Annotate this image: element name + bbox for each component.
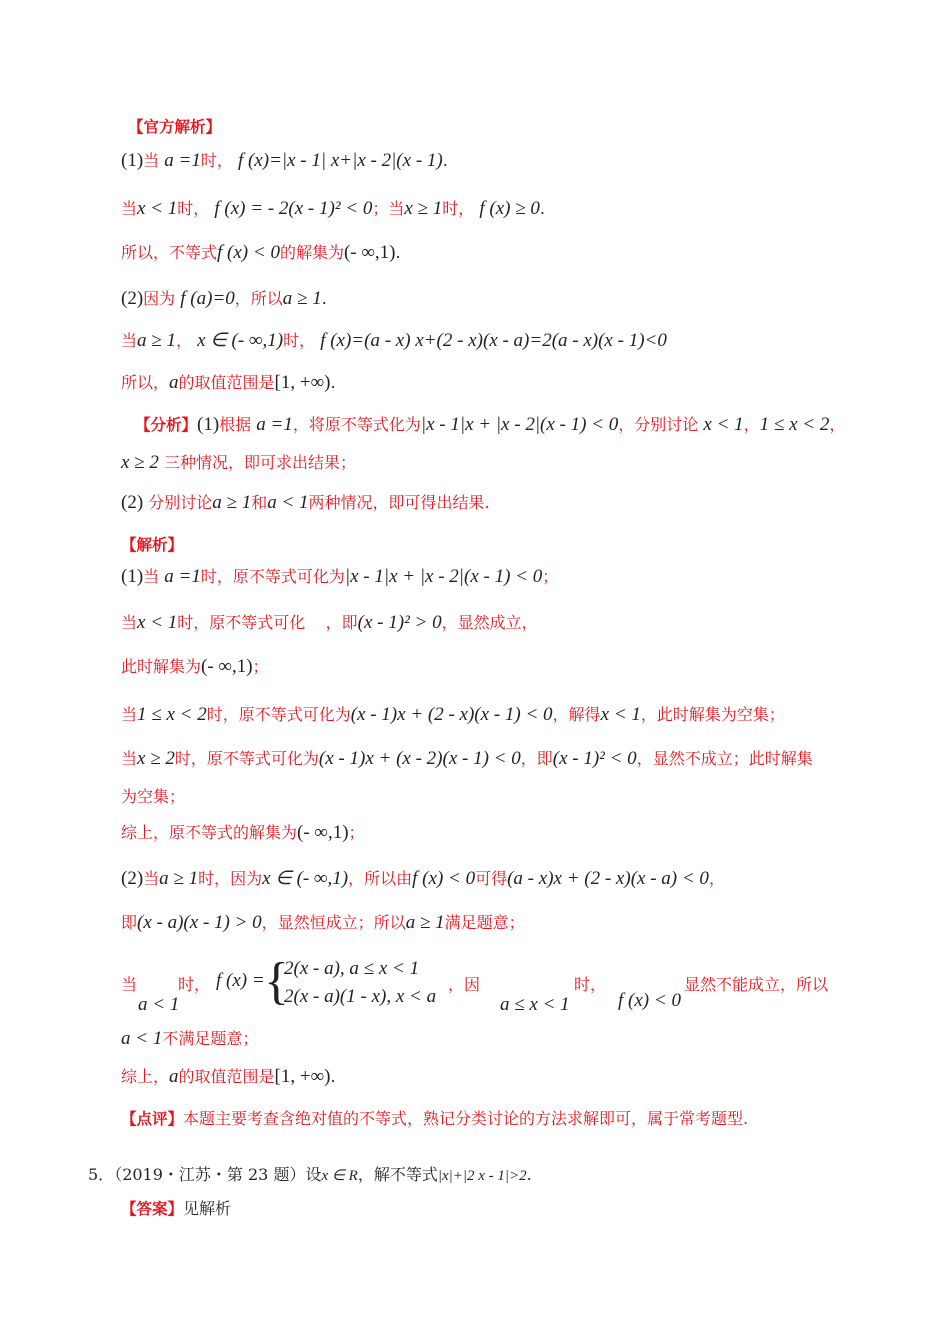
solution-line-10-cond: a < 1 — [138, 994, 180, 1015]
solution-line-9: 即(x - a)(x - 1) > 0，显然恒成立；所以a ≥ 1满足题意； — [121, 912, 525, 933]
solution-line-10-yin: ，因 — [448, 975, 481, 994]
solution-heading: 【解析】 — [121, 536, 184, 554]
analysis-heading: 【分析】 — [135, 416, 198, 434]
solution-line-10-range: a ≤ x < 1 — [500, 994, 570, 1015]
official-line-6: 所以，a的取值范围是[1, +∞). — [121, 372, 336, 393]
solution-line-10-when: 当 — [121, 975, 138, 994]
solution-line-12: 综上，a的取值范围是[1, +∞). — [121, 1066, 336, 1087]
official-heading: 【官方解析】 — [128, 118, 222, 136]
comment-heading: 【点评】 — [121, 1110, 184, 1128]
solution-line-11: a < 1不满足题意； — [121, 1028, 259, 1049]
solution-line-1: (1)当 a =1时，原不等式可化为|x - 1|x + |x - 2|(x - 1) < 0； — [121, 566, 559, 587]
question-5: 5．（2019・江苏・第 23 题）设x ∈ R，解不等式|x|+|2 x - 1|>2. — [88, 1165, 532, 1184]
solution-line-6: 为空集； — [121, 787, 186, 806]
solution-line-5: 当x ≥ 2时，原不等式可化为(x - 1)x + (x - 2)(x - 1) < 0，即(x - 1)² < 0，显然不成立；此时解集 — [121, 748, 813, 769]
solution-line-10-fx: f (x) = — [216, 970, 265, 991]
official-line-5: 当a ≥ 1， x ∈ (- ∞,1)时， f (x)=(a - x) x+(2 - x)(x - a)=2(a - x)(x - 1)<0 — [121, 330, 667, 351]
solution-line-10-fxlt0: f (x) < 0 — [618, 990, 681, 1011]
solution-line-3: 此时解集为(- ∞,1)； — [121, 656, 269, 677]
solution-line-10-shi: 时， — [178, 975, 211, 994]
solution-line-10-tail: 显然不能成立，所以 — [684, 975, 829, 994]
comment-line: 【点评】本题主要考查含绝对值的不等式，熟记分类讨论的方法求解即可，属于常考题型. — [121, 1109, 749, 1128]
solution-line-4: 当1 ≤ x < 2时，原不等式可化为(x - 1)x + (2 - x)(x - 1) < 0，解得x < 1，此时解集为空集； — [121, 704, 785, 725]
piecewise-brace: { — [264, 953, 289, 1010]
analysis-line-2: x ≥ 2 三种情况，即可求出结果； — [121, 452, 356, 473]
official-line-2: 当x < 1时， f (x) = - 2(x - 1)² < 0；当x ≥ 1时， f (x) ≥ 0. — [121, 198, 545, 219]
analysis-line-1: 【分析】(1)根据 a =1，将原不等式化为|x - 1|x + |x - 2|(x - 1) < 0，分别讨论 x < 1，1 ≤ x < 2， — [135, 414, 846, 435]
solution-line-2: 当x < 1时，原不等式可化 ，即(x - 1)² > 0，显然成立， — [121, 612, 538, 633]
piecewise-case-2: 2(x - a)(1 - x), x < a — [284, 986, 437, 1007]
official-line-1: (1)当 a =1时， f (x)=|x - 1| x+|x - 2|(x - 1). — [121, 150, 448, 171]
piecewise-case-1: 2(x - a), a ≤ x < 1 — [284, 958, 420, 979]
solution-line-10-shi2: 时， — [574, 975, 607, 994]
solution-line-7: 综上，原不等式的解集为(- ∞,1)； — [121, 822, 365, 843]
answer-heading: 【答案】 — [121, 1200, 184, 1218]
answer-line: 【答案】见解析 — [121, 1199, 232, 1218]
analysis-line-3: (2) 分别讨论a ≥ 1和a < 1两种情况，即可得出结果. — [121, 492, 490, 513]
official-line-3: 所以，不等式f (x) < 0的解集为(- ∞,1). — [121, 242, 401, 263]
official-line-4: (2)因为 f (a)=0，所以a ≥ 1. — [121, 288, 327, 309]
solution-line-8: (2)当a ≥ 1时，因为x ∈ (- ∞,1)，所以由f (x) < 0可得(a - x)x + (2 - x)(x - a) < 0， — [121, 868, 725, 889]
